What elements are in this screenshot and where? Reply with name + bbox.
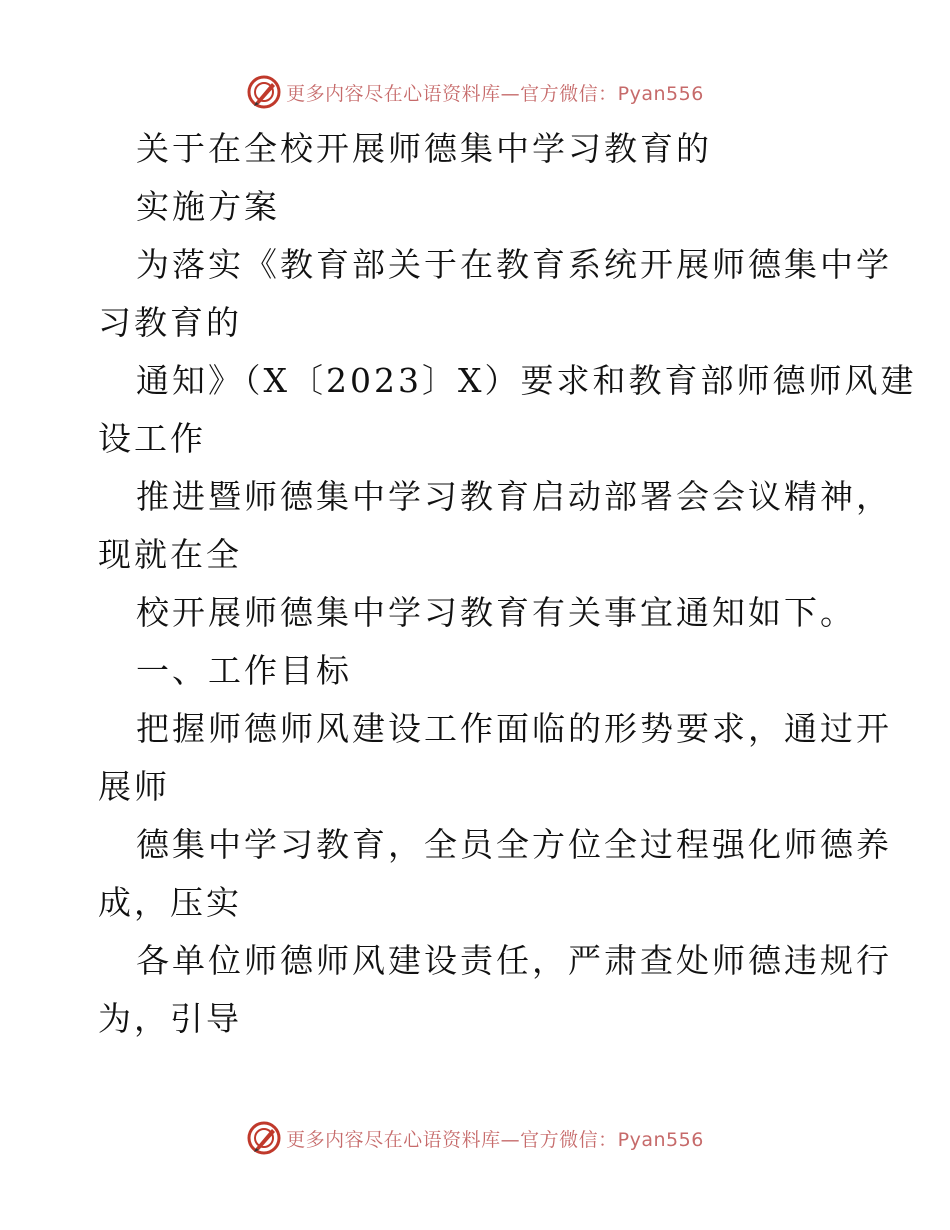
paragraph-line: 校开展师德集中学习教育有关事宜通知如下。 — [136, 593, 856, 632]
paragraph-line: 推进暨师德集中学习教育启动部署会会议精神， — [136, 477, 892, 516]
document-body — [98, 120, 917, 1048]
paragraph-line: 为落实《教育部关于在教育系统开展师德集中学 — [136, 245, 892, 284]
paragraph-line: 把握师德师风建设工作面临的形势要求，通过开 — [136, 709, 892, 748]
paragraph-line: 为，引导 — [98, 999, 242, 1038]
footer-watermark — [0, 1116, 950, 1160]
section-heading: 一、工作目标 — [136, 651, 352, 690]
paragraph-line: 通知》（X〔2023〕X）要求和教育部师德师风建 — [136, 361, 917, 400]
paragraph-line: 设工作 — [98, 419, 206, 458]
paragraph-line: 展师 — [98, 767, 170, 806]
pen-logo-icon — [246, 1120, 282, 1156]
watermark-text: 更多内容尽在心语资料库—官方微信：Pyan556 — [286, 1128, 704, 1151]
doc-title-line-1: 关于在全校开展师德集中学习教育的 — [136, 129, 712, 168]
pen-logo-icon — [246, 74, 282, 110]
paragraph-line: 现就在全 — [98, 535, 242, 574]
paragraph-line: 习教育的 — [98, 303, 242, 342]
paragraph-line: 成，压实 — [98, 883, 242, 922]
watermark-text: 更多内容尽在心语资料库—官方微信：Pyan556 — [286, 82, 704, 105]
paragraph-line: 德集中学习教育，全员全方位全过程强化师德养 — [136, 825, 892, 864]
paragraph-line: 各单位师德师风建设责任，严肃查处师德违规行 — [136, 941, 892, 980]
doc-title-line-2: 实施方案 — [136, 187, 280, 226]
header-watermark — [0, 70, 950, 114]
